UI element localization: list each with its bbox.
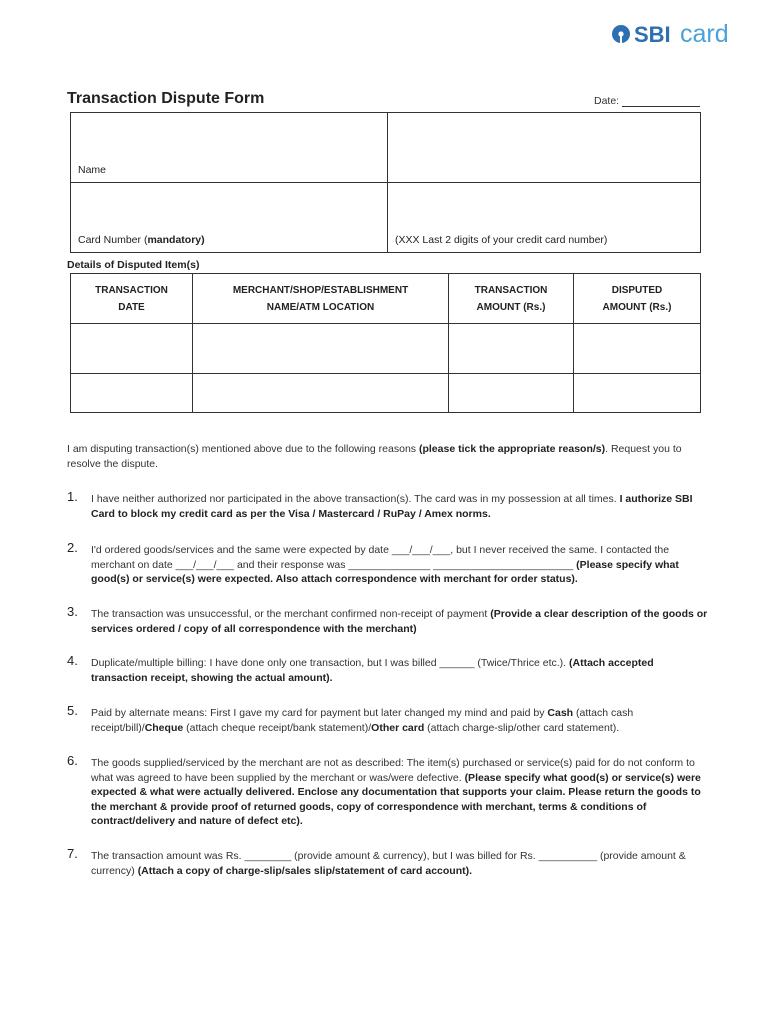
reason-number: 2. (67, 540, 78, 555)
name-label: Name (78, 164, 107, 176)
card-number-input-cell[interactable] (388, 183, 701, 253)
logo-text-sbi: SBI (634, 22, 671, 47)
col-merchant: MERCHANT/SHOP/ESTABLISHMENT NAME/ATM LOCATION (193, 274, 449, 324)
disputed-items-heading: Details of Disputed Item(s) (67, 259, 200, 271)
card-number-label: Card Number ( (78, 234, 148, 246)
card-number-hint: (XXX Last 2 digits of your credit card number) (395, 234, 608, 246)
reason-number: 6. (67, 753, 78, 768)
col-disputed-amount: DISPUTED AMOUNT (Rs.) (574, 274, 701, 324)
name-label-cell (71, 113, 388, 183)
table-cell[interactable] (574, 374, 701, 413)
reason-item-7[interactable]: 7. The transaction amount was Rs. ________ (provide amount & currency), but I was billed for Rs. __________ (provide amount & currency) (Attach a copy of charge-slip/sales slip/statement of card account). (67, 846, 686, 877)
logo-text-card: card (680, 20, 729, 48)
table-row (71, 324, 701, 374)
col-transaction-date: TRANSACTION DATE (71, 274, 193, 324)
name-input-cell[interactable] (388, 113, 701, 183)
table-header-row (71, 274, 701, 324)
reason-number: 1. (67, 489, 78, 504)
reason-number: 7. (67, 846, 78, 861)
table-cell[interactable] (71, 374, 193, 413)
table-row (71, 374, 701, 413)
date-blank[interactable] (622, 95, 700, 107)
card-number-label-cell (71, 183, 388, 253)
intro-paragraph: I am disputing transaction(s) mentioned above due to the following reasons (please tick the appropriate reason/s). Request you to resolve the dispute. (67, 443, 682, 470)
table-cell[interactable] (71, 324, 193, 374)
reason-item-6[interactable]: 6. The goods supplied/serviced by the merchant are not as described: The item(s) purchased or service(s) paid for do not conform to what was agreed to have been supplied by the merchant or was/were defective. (Please specify what good(s) or service(s) were expected & what were actually delivered. Enclose any documentation that supports your claim. Please return the goods to the merchant & provide proof of returned goods, copy of correspondence with merchant, terms & conditions of contract/delivery and nature of defect etc). (67, 753, 701, 827)
card-number-mandatory: mandatory) (147, 234, 205, 246)
disputed-items-table (70, 273, 701, 413)
reason-item-5[interactable]: 5. Paid by alternate means: First I gave my card for payment but later changed my mind and paid by Cash (attach cash receipt/bill)/Cheque (attach cheque receipt/bank statement)/Other card (attach charge-slip/other card statement). (67, 703, 634, 734)
sbi-card-logo (608, 14, 753, 50)
reason-number: 3. (67, 604, 78, 619)
reason-item-3[interactable]: 3. The transaction was unsuccessful, or the merchant confirmed non-receipt of payment (Provide a clear description of the goods or services ordered / copy of all correspondence with the merchant) (67, 604, 708, 635)
reason-item-2[interactable]: 2. I'd ordered goods/services and the same were expected by date ___/___/___, but I never received the same. I contacted the merchant on date ___/___/___ and their response was ______________ ________________________ (Please specify what good(s) or service(s) were expected. Also attach correspondence with merchant for order status). (67, 540, 679, 585)
reason-number: 5. (67, 703, 78, 718)
cardholder-details-table (70, 112, 701, 253)
table-cell[interactable] (574, 324, 701, 374)
reason-item-4[interactable]: 4. Duplicate/multiple billing: I have done only one transaction, but I was billed ______ (Twice/Thrice etc.). (Attach accepted transaction receipt, showing the actual amount). (67, 653, 654, 684)
table-cell[interactable] (193, 374, 449, 413)
reason-number: 4. (67, 653, 78, 668)
form-title: Transaction Dispute Form (67, 90, 265, 107)
table-cell[interactable] (449, 374, 574, 413)
date-label: Date: (594, 95, 620, 107)
table-cell[interactable] (449, 324, 574, 374)
reason-item-1[interactable]: 1. I have neither authorized nor participated in the above transaction(s). The card was in my possession at all times. I authorize SBI Card to block my credit card as per the Visa / Mastercard / RuPay / Amex norms. (67, 489, 693, 520)
col-transaction-amount: TRANSACTION AMOUNT (Rs.) (449, 274, 574, 324)
table-cell[interactable] (193, 324, 449, 374)
date-field[interactable] (594, 95, 700, 107)
